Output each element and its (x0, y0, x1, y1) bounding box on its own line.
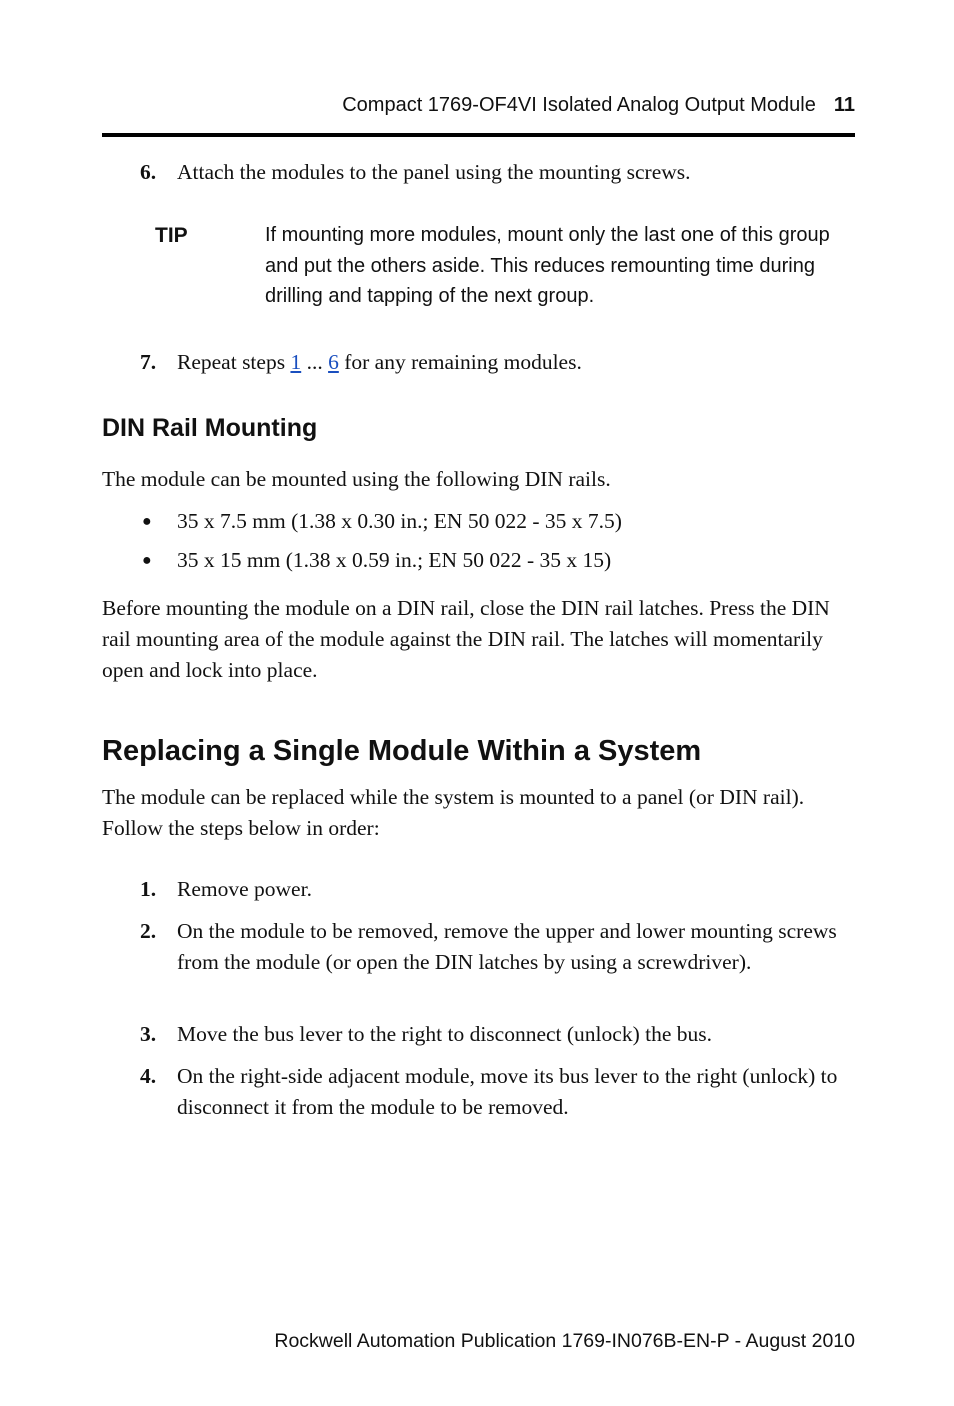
step-1-link[interactable]: 1 (290, 350, 302, 374)
replace-intro: The module can be replaced while the system is mounted to a panel (or DIN rail). Follow the steps below in order: (102, 785, 805, 840)
step-number: 2. (140, 919, 157, 943)
list-item (142, 506, 855, 537)
din-paragraph: Before mounting the module on a DIN rail, close the DIN rail latches. Press the DIN rail mounting area of the module against the DIN rail. The latches will momentarily open and lock into place. (102, 596, 830, 682)
running-header-title: Compact 1769-OF4VI Isolated Analog Output Module (342, 94, 816, 116)
running-header (102, 94, 855, 117)
bullet-text: 35 x 15 mm (1.38 x 0.59 in.; EN 50 022 - 35 x 15) (177, 548, 612, 572)
header-rule (102, 133, 855, 137)
step-number: 1. (140, 877, 157, 901)
step-number: 3. (140, 1022, 157, 1046)
step-6-link[interactable]: 6 (328, 350, 339, 374)
step-text: Attach the modules to the panel using the mounting screws. (177, 160, 691, 184)
din-rail-heading: DIN Rail Mounting (102, 414, 318, 442)
publication-footer: Rockwell Automation Publication 1769-IN076B-EN-P - August 2010 (274, 1330, 855, 1352)
step-7-suffix: for any remaining modules. (338, 350, 582, 374)
bullet-icon: ● (142, 513, 152, 530)
tip-text: If mounting more modules, mount only the last one of this group and put the others aside. This reduces remounting time during drilling and tapping of the next group. (265, 224, 830, 307)
step-7 (140, 347, 855, 378)
replace-heading: Replacing a Single Module Within a System (102, 735, 702, 767)
din-intro: The module can be mounted using the following DIN rails. (102, 467, 611, 491)
step-number: 6. (140, 160, 157, 184)
step-7-ellipsis: ... (301, 350, 329, 374)
step-7-prefix: Repeat steps (177, 350, 291, 374)
tip-label: TIP (155, 224, 188, 247)
step-text: Move the bus lever to the right to disconnect (unlock) the bus. (177, 1022, 712, 1046)
bullet-icon: ● (142, 552, 152, 569)
replace-step-2 (140, 916, 855, 978)
bullet-text: 35 x 7.5 mm (1.38 x 0.30 in.; EN 50 022 - 35 x 7.5) (177, 509, 622, 533)
step-number: 7. (140, 350, 157, 374)
step-text: Remove power. (177, 877, 312, 901)
step-text: On the right-side adjacent module, move its bus lever to the right (unlock) to disconnect it from the module to be removed. (177, 1064, 838, 1119)
step-number: 4. (140, 1064, 157, 1088)
page-number: 11 (833, 94, 855, 116)
replace-step-3 (140, 1019, 855, 1050)
step-text: On the module to be removed, remove the upper and lower mounting screws from the module (or open the DIN latches by using a screwdriver). (177, 919, 837, 974)
step-6 (140, 157, 855, 188)
replace-step-1 (140, 874, 855, 905)
replace-step-4 (140, 1061, 855, 1123)
list-item (142, 545, 855, 576)
step-text (177, 347, 855, 378)
